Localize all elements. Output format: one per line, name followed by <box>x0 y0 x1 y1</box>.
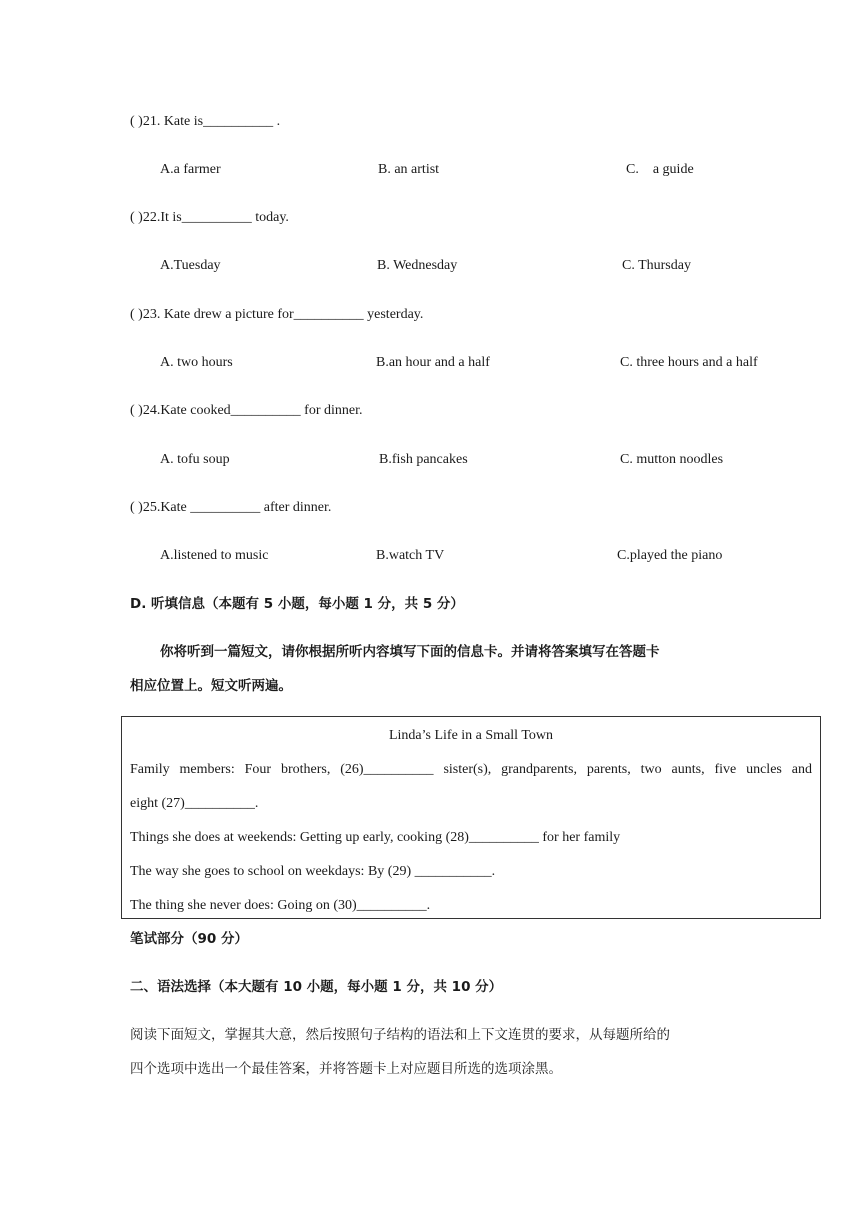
question-22-stem: ( )22.It is__________ today. <box>130 210 289 225</box>
question-22-option-a: A.Tuesday <box>160 258 221 273</box>
question-23-option-b: B.an hour and a half <box>376 355 490 370</box>
question-25-option-a: A.listened to music <box>160 548 269 563</box>
info-card-word: brothers, <box>280 762 331 777</box>
info-card-word: members: <box>179 762 235 777</box>
info-card-line-family-members <box>130 761 812 779</box>
question-25-stem: ( )25.Kate __________ after dinner. <box>130 500 332 515</box>
section-d-instruction-line2: 相应位置上。短文听两遍。 <box>130 678 292 694</box>
info-card-word: Family <box>130 762 170 777</box>
info-card-word: and <box>791 762 812 777</box>
question-22-option-c: C. Thursday <box>622 258 691 273</box>
info-card-line-school: The way she goes to school on weekdays: By (29) ___________. <box>130 864 496 879</box>
written-part-heading: 笔试部分（90 分） <box>130 931 248 947</box>
info-card-word: (26)__________ <box>340 762 434 777</box>
section-2-instruction-line1: 阅读下面短文，掌握其大意，然后按照句子结构的语法和上下文连贯的要求，从每题所给的 <box>130 1027 670 1043</box>
question-21-stem: ( )21. Kate is__________ . <box>130 114 281 129</box>
question-21-option-c: C. a guide <box>626 162 694 177</box>
section-2-heading: 二、语法选择（本大题有 10 小题，每小题 1 分，共 10 分） <box>130 979 503 995</box>
info-card-word: parents, <box>586 762 631 777</box>
question-24-option-b: B.fish pancakes <box>379 452 468 467</box>
info-card <box>121 716 821 919</box>
info-card-title: Linda’s Life in a Small Town <box>388 728 553 743</box>
info-card-line-never: The thing she never does: Going on (30)__________. <box>130 898 431 913</box>
question-25-option-b: B.watch TV <box>376 548 445 563</box>
info-card-line-family-members-cont: eight (27)__________. <box>130 796 259 811</box>
info-card-line-weekends: Things she does at weekends: Getting up early, cooking (28)__________ for her family <box>130 830 621 845</box>
question-23-stem: ( )23. Kate drew a picture for__________ yesterday. <box>130 307 424 322</box>
question-23-option-c: C. three hours and a half <box>620 355 758 370</box>
question-23-option-a: A. two hours <box>160 355 233 370</box>
info-card-word: Four <box>244 762 272 777</box>
info-card-word: two <box>640 762 662 777</box>
question-21-option-a: A.a farmer <box>160 162 221 177</box>
info-card-word: uncles <box>746 762 782 777</box>
info-card-word: grandparents, <box>501 762 577 777</box>
question-21-option-b: B. an artist <box>378 162 440 177</box>
info-card-word: five <box>714 762 737 777</box>
info-card-word: aunts, <box>671 762 705 777</box>
question-24-stem: ( )24.Kate cooked__________ for dinner. <box>130 403 363 418</box>
question-24-option-c: C. mutton noodles <box>620 452 724 467</box>
question-25-option-c: C.played the piano <box>617 548 723 563</box>
info-card-word: sister(s), <box>443 762 492 777</box>
section-2-instruction-line2: 四个选项中选出一个最佳答案，并将答题卡上对应题目所选的选项涂黑。 <box>130 1061 562 1077</box>
section-d-instruction-line1: 你将听到一篇短文，请你根据所听内容填写下面的信息卡。并请将答案填写在答题卡 <box>160 644 660 660</box>
question-22-option-b: B. Wednesday <box>377 258 458 273</box>
section-d-heading: D. 听填信息（本题有 5 小题，每小题 1 分，共 5 分） <box>130 596 464 612</box>
question-24-option-a: A. tofu soup <box>160 452 230 467</box>
